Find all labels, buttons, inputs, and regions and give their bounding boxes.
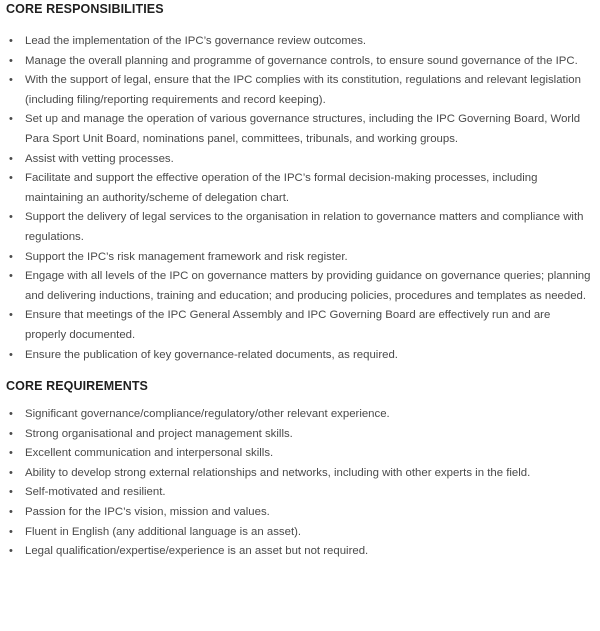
list-item-text: Lead the implementation of the IPC’s governance review outcomes. <box>25 35 367 47</box>
list-item <box>6 110 594 149</box>
bullet-icon: • <box>9 506 13 519</box>
bullet-icon: • <box>9 427 13 440</box>
list-item <box>6 503 594 523</box>
bullet-icon: • <box>9 447 13 460</box>
list-item <box>6 169 594 208</box>
list-item <box>6 71 594 110</box>
bullet-icon: • <box>9 113 13 126</box>
core-requirements-list <box>6 405 594 562</box>
bullet-icon: • <box>9 525 13 538</box>
bullet-icon: • <box>9 408 13 421</box>
list-item <box>6 346 594 366</box>
bullet-icon: • <box>9 54 13 67</box>
bullet-icon: • <box>9 211 13 224</box>
list-item-text: Assist with vetting processes. <box>25 152 174 165</box>
bullet-icon: • <box>9 152 13 165</box>
list-item <box>6 306 594 345</box>
list-item-text: Significant governance/compliance/regulatory/other relevant experience. <box>25 408 390 421</box>
list-item-text: Manage the overall planning and programme of governance controls, to ensure sound governance of the IPC. <box>25 54 578 67</box>
list-item <box>6 542 594 562</box>
list-item-text: Fluent in English (any additional language is an asset). <box>25 525 302 538</box>
core-responsibilities-list <box>6 32 594 365</box>
list-item <box>6 523 594 543</box>
list-item-text: Passion for the IPC’s vision, mission and values. <box>25 506 270 519</box>
bullet-icon: • <box>9 348 13 361</box>
bullet-icon: • <box>9 172 13 185</box>
list-item-text: Ensure that meetings of the IPC General Assembly and IPC Governing Board are effectively run and are properly documented. <box>25 309 551 341</box>
list-item-text: Ability to develop strong external relationships and networks, including with other experts in the field. <box>25 466 531 479</box>
list-item <box>6 208 594 247</box>
list-item <box>6 425 594 445</box>
list-item <box>6 52 594 72</box>
list-item-text: Strong organisational and project management skills. <box>25 427 293 440</box>
list-item <box>6 405 594 425</box>
bullet-icon: • <box>9 309 13 322</box>
list-item-text: With the support of legal, ensure that the IPC complies with its constitution, regulations and relevant legislation (including filing/reporting requirements and record keeping). <box>25 74 581 106</box>
list-item <box>6 150 594 170</box>
list-item <box>6 267 594 306</box>
list-item-text: Engage with all levels of the IPC on governance matters by providing guidance on governance queries; planning and delivering inductions, training and education; and producing policies, procedures and templates as needed. <box>25 270 591 302</box>
core-requirements-heading: CORE REQUIREMENTS <box>6 379 148 394</box>
bullet-icon: • <box>9 35 13 47</box>
core-responsibilities-heading: CORE RESPONSIBILITIES <box>6 2 164 16</box>
list-item <box>6 464 594 484</box>
list-item-text: Ensure the publication of key governance-related documents, as required. <box>25 348 398 361</box>
list-item <box>6 444 594 464</box>
list-item-text: Excellent communication and interpersonal skills. <box>25 447 274 460</box>
list-item <box>6 32 594 52</box>
list-item <box>6 483 594 503</box>
list-item-text: Support the delivery of legal services to the organisation in relation to governance matters and compliance with regulations. <box>25 211 584 243</box>
list-item-text: Facilitate and support the effective operation of the IPC’s formal decision-making processes, including maintaining an authority/scheme of delegation chart. <box>25 172 538 204</box>
list-item-text: Self-motivated and resilient. <box>25 486 166 499</box>
bullet-icon: • <box>9 466 13 479</box>
list-item-text: Set up and manage the operation of various governance structures, including the IPC Governing Board, World Para Sport Unit Board, nominations panel, committees, tribunals, and working groups. <box>25 113 581 145</box>
list-item-text: Legal qualification/expertise/experience is an asset but not required. <box>25 545 369 558</box>
list-item <box>6 248 594 268</box>
bullet-icon: • <box>9 74 13 87</box>
bullet-icon: • <box>9 545 13 558</box>
list-item-text: Support the IPC’s risk management framework and risk register. <box>25 250 348 263</box>
bullet-icon: • <box>9 250 13 263</box>
bullet-icon: • <box>9 270 13 283</box>
bullet-icon: • <box>9 486 13 499</box>
